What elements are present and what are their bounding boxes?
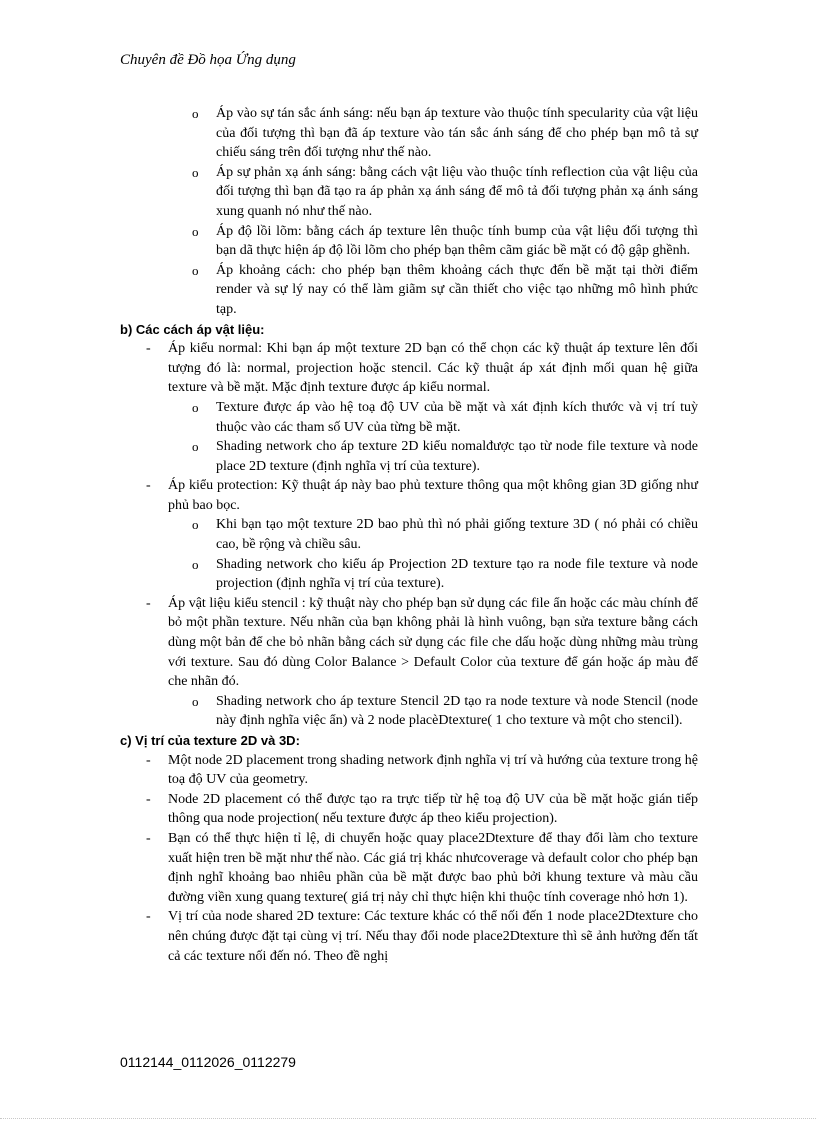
circle-bullet: o <box>192 262 199 278</box>
list-item-text: Áp khoảng cách: cho phép bạn thêm khoảng cách thực đến bề mặt tại thời điểm render và sự lý nay có thể làm giãm sự cần thiết cho việc tạo những mô hình phức tạp. <box>216 262 698 317</box>
circle-bullet: o <box>192 439 199 455</box>
page-header-title: Chuyên đề Đồ họa Ứng dụng <box>120 52 296 68</box>
list-item <box>120 163 698 222</box>
list-item-text: Áp vào sự tán sắc ánh sáng: nếu bạn áp texture vào thuộc tính specularity của vật liệu của đối tượng thì bạn đã áp texture vào tán sắc ánh sáng để cho phép bạn mô tả sự chiếu sáng trên đối tượng như thế nào. <box>216 106 698 161</box>
list-item-text: Shading network cho áp texture 2D kiểu nomalđược tạo từ node file texture và node place 2D texture (định nghĩa vị trí của texture). <box>216 439 698 474</box>
list-item-text: Khi bạn tạo một texture 2D bao phủ thì nó phải giống texture 3D ( nó phải có chiều cao, bề rộng và chiều sâu. <box>216 517 698 553</box>
list-item <box>120 790 698 829</box>
list-item <box>120 398 698 437</box>
list-item-text: Áp kiểu protection: Kỹ thuật áp này bao phủ texture thông qua một không gian 3D giống như phủ bao bọc. <box>168 478 698 513</box>
page-edge-divider <box>0 1118 816 1119</box>
circle-bullet: o <box>192 399 199 415</box>
list-item-text: Một node 2D placement trong shading network định nghĩa vị trí và hướng của texture trong hệ toạ độ UV của geometry. <box>168 752 698 788</box>
circle-bullet: o <box>192 517 199 533</box>
list-item <box>120 339 698 398</box>
circle-bullet: o <box>192 164 199 180</box>
list-item-text: Vị trí của node shared 2D texture: Các texture khác có thể nối đến 1 node place2Dtexture cho nên chúng được đặt tại cùng vị trí. Nếu thay đổi node place2Dtexture thì sẽ ảnh hưởng đến tất cả các texture nối đến nó. Theo đề nghị <box>168 909 698 964</box>
list-item <box>120 104 698 163</box>
list-item-text: Node 2D placement có thể được tạo ra trực tiếp từ hệ toạ độ UV của bề mặt hoặc gián tiếp thông qua node projection( nếu texture được áp theo kiểu projection). <box>168 791 698 827</box>
list-item <box>120 222 698 261</box>
dash-bullet: - <box>146 478 151 494</box>
dash-bullet: - <box>146 752 151 768</box>
list-item <box>120 594 698 692</box>
section-heading-c: c) Vị trí của texture 2D và 3D: <box>120 733 300 748</box>
list-item-text: Áp sự phản xạ ánh sáng: bằng cách vật liệu vào thuộc tính reflection của vật liệu của đối tượng thì bạn đã tạo ra áp phản xạ ánh sáng để mô tả đối tượng phản xạ ánh sáng xung quanh nó như thế nào. <box>216 164 698 219</box>
list-item <box>120 829 698 907</box>
list-item <box>120 437 698 476</box>
list-item-text: Shading network cho kiểu áp Projection 2D texture tạo ra node file texture và node projection (định nghĩa vị trí của texture). <box>216 556 698 592</box>
dash-bullet: - <box>146 341 151 357</box>
list-item-text: Bạn có thể thực hiện tỉ lệ, di chuyển hoặc quay place2Dtexture để thay đổi làm cho texture xuất hiện tren bề mặt như thế nào. Các giá trị khác nhưcoverage và default color cho phép bạn định nghĩ khoảng bao nhiêu phần của bề mặt được bao phủ bởi khung texture và màu cầu đường viền xung quang texture( giá trị nảy chỉ thực hiện khi thuộc tính coverage nhỏ hơn 1). <box>168 830 698 905</box>
list-item-text: Áp vật liệu kiểu stencil : kỹ thuật này cho phép bạn sử dụng các file ẩn hoặc các màu chính để bỏ một phần texture. Nếu nhãn của bạn không phải là hình vuông, bạn sửa texture bằng cách dùng một bản để che bỏ nhãn bằng cách sử dụng các file che dấu hoặc dùng những màu trùng với texture. Sau đó dùng Color Balance > Default Color của texture để gán hoặc áp màu để che nhãn đó. <box>168 595 698 690</box>
page-footer-code: 0112144_0112026_0112279 <box>120 1054 296 1070</box>
dash-bullet: - <box>146 791 151 807</box>
list-item <box>120 751 698 790</box>
circle-bullet: o <box>192 106 199 121</box>
section-heading-b: b) Các cách áp vật liệu: <box>120 321 265 337</box>
dash-bullet: - <box>146 830 151 846</box>
list-item <box>120 261 698 320</box>
list-item <box>120 692 698 731</box>
dash-bullet: - <box>146 595 151 611</box>
list-item-text: Áp kiểu normal: Khi bạn áp một texture 2D bạn có thể chọn các kỹ thuật áp texture lên đối tượng đó là: normal, projection hoặc stencil. Các kỹ thuật áp xát định mối quan hệ giữa texture và bề mặt. Mặc định texture được áp kiểu normal. <box>168 341 698 396</box>
circle-bullet: o <box>192 693 199 709</box>
list-item <box>120 515 698 554</box>
document-body <box>120 104 698 966</box>
list-item-text: Áp độ lồi lõm: bằng cách áp texture lên thuộc tính bump của vật liệu đối tượng thì bạn dã thực hiện áp độ lồi lõm cho phép bạn thêm cãm giác bề mặt có độ gập ghềnh. <box>216 223 698 259</box>
list-item-text: Shading network cho áp texture Stencil 2D tạo ra node texture và node Stencil (node này định nghĩa việc ẩn) và 2 node placèDtexture( 1 cho texture và một cho stencil). <box>216 693 698 729</box>
list-item <box>120 907 698 966</box>
circle-bullet: o <box>192 556 199 572</box>
list-item <box>120 555 698 594</box>
circle-bullet: o <box>192 223 199 239</box>
list-item-text: Texture được áp vào hệ toạ độ UV của bề mặt và xát định kích thước và vị trí tuỳ thuộc vào các tham số UV của từng bề mặt. <box>216 399 698 435</box>
dash-bullet: - <box>146 909 151 925</box>
list-item <box>120 476 698 515</box>
